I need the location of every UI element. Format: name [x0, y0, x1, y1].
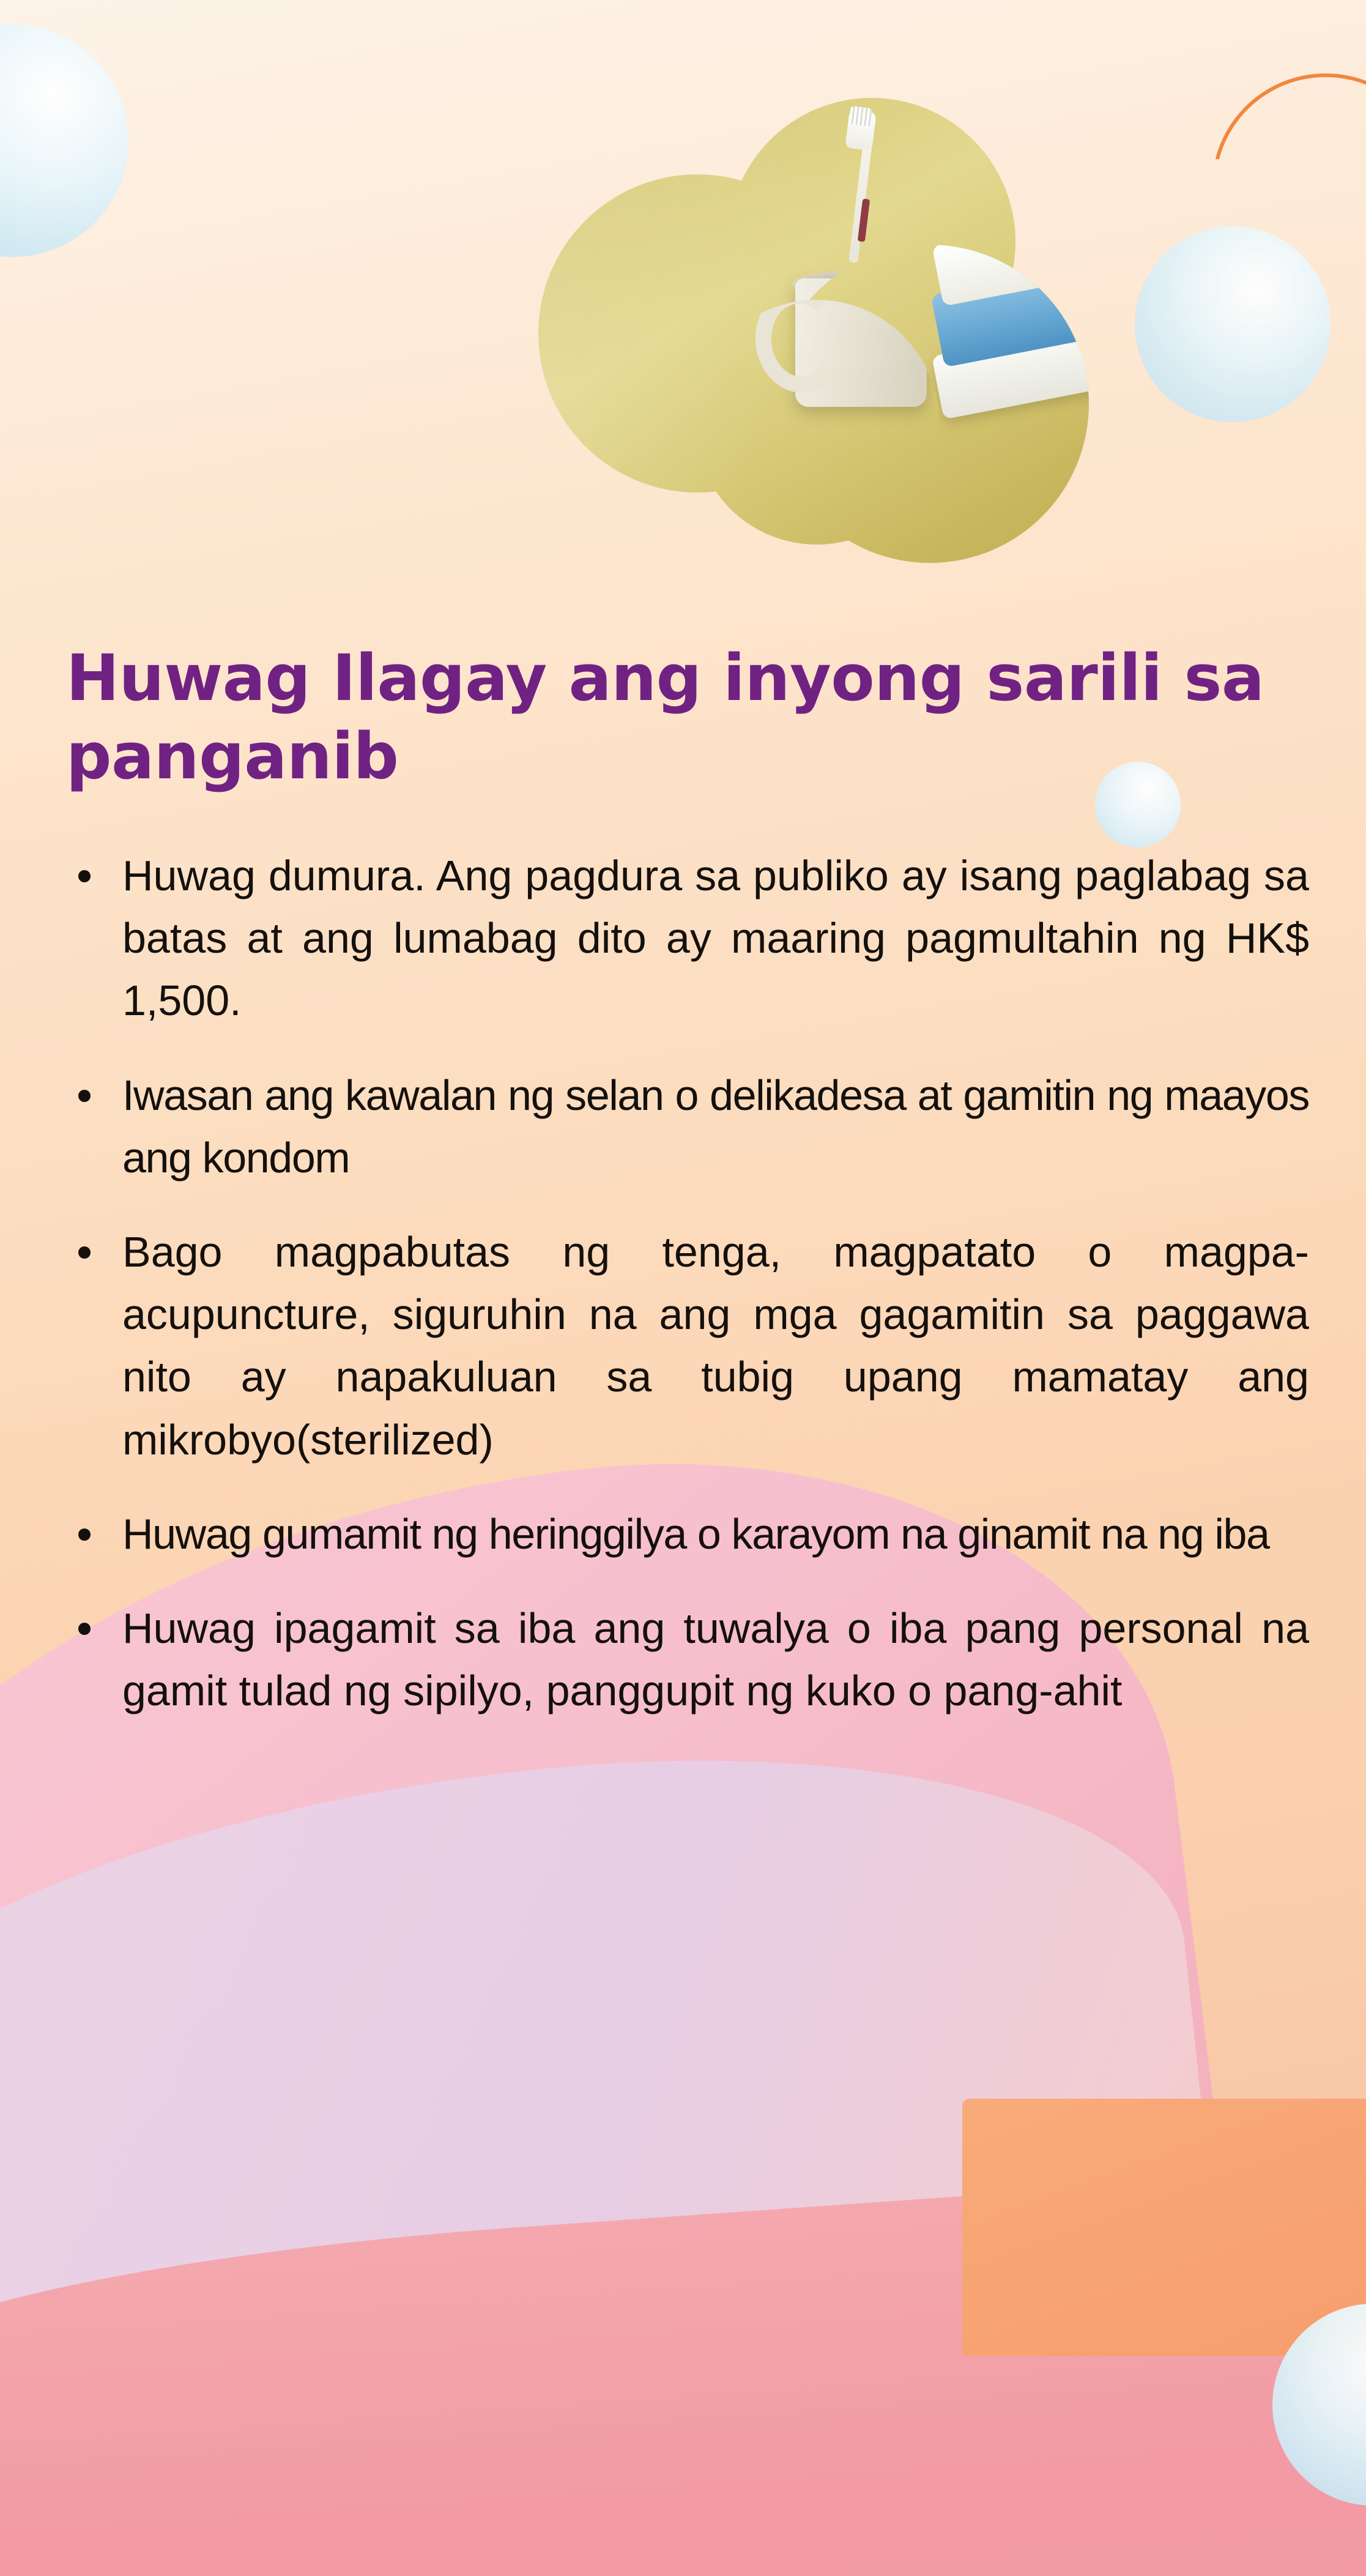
photo-circle-center	[694, 300, 939, 545]
bubble-icon-top-left	[0, 24, 128, 257]
list-item: Huwag dumura. Ang pagdura sa publiko ay isang paglabag sa batas at ang lumabag dito ay maaring pagmultahin ng HK$ 1,500.	[61, 844, 1309, 1032]
list-item: Bago magpabutas ng tenga, magpatato o magpa-acupuncture, siguruhin na ang mga gagamitin sa paggawa nito ay napakuluan sa tubig upang mamatay ang mikrobyo(sterilized)	[61, 1221, 1309, 1471]
toothbrush-bristles	[848, 106, 872, 127]
page-title: Huwag Ilagay ang inyong sarili sa panganib	[66, 640, 1264, 794]
hygiene-photo-cluster	[538, 98, 1126, 600]
list-item: Iwasan ang kawalan ng selan o delikadesa at gamitin ng maayos ang kondom	[61, 1064, 1309, 1189]
list-item: Huwag gumamit ng heringgilya o karayom na ginamit na ng iba	[61, 1503, 1309, 1565]
list-item: Huwag ipagamit sa iba ang tuwalya o iba pang personal na gamit tulad ng sipilyo, panggupit ng kuko o pang-ahit	[61, 1597, 1309, 1722]
bubble-icon-top-right	[1135, 226, 1331, 422]
orange-wedge-shape	[962, 2099, 1366, 2356]
advice-list	[61, 844, 1309, 1722]
